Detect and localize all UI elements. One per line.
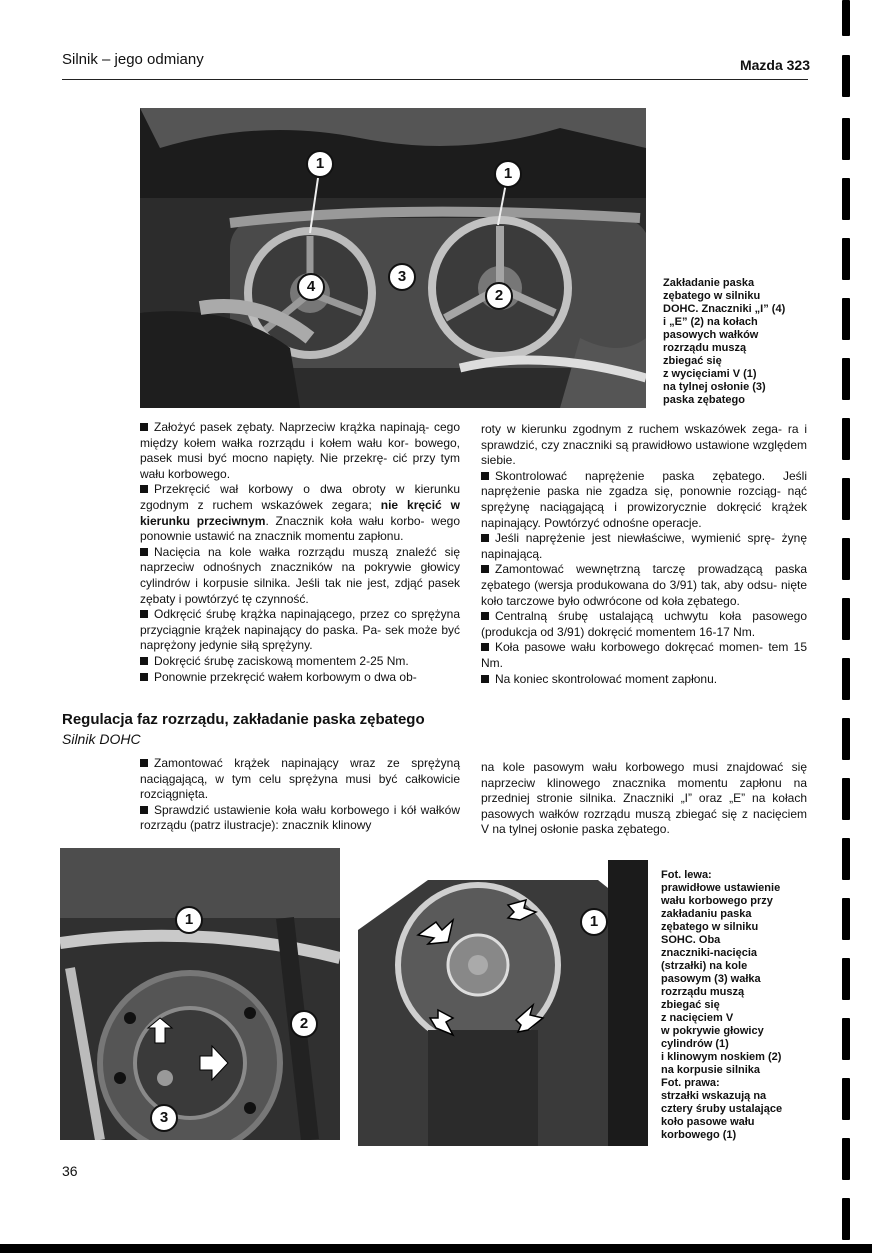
marker-3: 3 [388, 263, 416, 291]
marker-4: 4 [297, 273, 325, 301]
figure-top-caption: Zakładanie paska zębatego w silniku DOHC. Znaczniki „I” (4) i „E” (2) na kołach pasowych wałków rozrządu muszą zbiegać się z wycięciami V (1) na tylnej osłonie (3) paska zębatego [663, 277, 786, 406]
marker-1-left-photo: 1 [175, 906, 203, 934]
bullet-icon [140, 806, 148, 814]
running-header-left: Silnik – jego odmiany [62, 51, 204, 68]
paragraph: Dokręcić śrubę zaciskową momentem 2-25 Nm. [140, 654, 460, 670]
marker-2: 2 [485, 282, 513, 310]
paragraph: Założyć pasek zębaty. Naprzeciw krążka napinają- cego między kołem wałka rozrządu i kołem wału kor- bowego, pasek musi być mocno napięty. Nie przekrę- cić przy tym wału korbowego. [140, 420, 460, 481]
bullet-icon [140, 673, 148, 681]
bullet-icon [140, 759, 148, 767]
text-column-left-bottom [140, 756, 460, 834]
paragraph: Skontrolować naprężenie paska zębatego. Jeśli naprężenie paska nie zgadza się, ponownie rozciąg- nąć sprężynę naciągającą i prowizorycznie dokręcić krążek napinający. Powtórzyć odnośne operacje. [481, 468, 807, 530]
bullet-icon [481, 643, 489, 651]
crankshaft-photo-right-graphic [358, 860, 648, 1146]
paragraph: roty w kierunku zgodnym z ruchem wskazówek zega- ra i sprawdzić, czy znaczniki są prawidłowo ustawione względem siebie. [481, 422, 807, 468]
paragraph: Odkręcić śrubę krążka napinającego, przez co sprężyna przyciągnie krążek napinający do paska. Pa- sek może być naprężony jedynie siłą sprężyny. [140, 607, 460, 653]
paragraph: Koła pasowe wału korbowego dokręcać momen- tem 15 Nm. [481, 640, 807, 670]
engine-photo-top-graphic [140, 108, 646, 408]
marker-1-right-photo: 1 [580, 908, 608, 936]
text-column-right-bottom [481, 760, 807, 838]
paragraph: Zamontować krążek napinający wraz ze sprężyną naciągającą, w tym celu sprężyna musi być całkowicie rozciągnięta. [140, 756, 460, 802]
bullet-icon [140, 548, 148, 556]
bullet-icon [140, 423, 148, 431]
bullet-icon [481, 675, 489, 683]
paragraph: Zamontować wewnętrzną tarczę prowadzącą paska zębatego (wersja produkowana do 3/91) tak, aby odsu- nięte koło tarczowe było odwrócone od koła zębatego. [481, 562, 807, 608]
paragraph: Ponownie przekręcić wałem korbowym o dwa ob- [140, 670, 460, 686]
paragraph: na kole pasowym wału korbowego musi znajdować się naprzeciw klinowego znacznika momentu zapłonu na przedniej stronie silnika. Znaczniki „I” oraz „E” na kołach pasowych wałków rozrządu muszą zbiegać się z nacięciem V na tylnej osłonie paska zębatego. [481, 760, 807, 837]
section-title: Regulacja faz rozrządu, zakładanie paska zębatego [62, 711, 425, 728]
paragraph: Przekręcić wał korbowy o dwa obroty w kierunku zgodnym z ruchem wskazówek zegara; nie kręcić w kierunku przeciwnym. Znacznik koła wału korbo- wego ponownie ustawić na znacznik momentu zapłonu. [140, 482, 461, 544]
bottom-bar [0, 1244, 872, 1253]
paragraph: Na koniec skontrolować moment zapłonu. [481, 672, 807, 688]
marker-1-right: 1 [494, 160, 522, 188]
marker-2-left-photo: 2 [290, 1010, 318, 1038]
text-column-left-top [140, 420, 460, 685]
bullet-icon [140, 485, 148, 493]
marker-3-left-photo: 3 [150, 1104, 178, 1132]
crankshaft-photo-left [60, 848, 340, 1140]
marker-1-left: 1 [306, 150, 334, 178]
figure-bottom-caption: Fot. lewa: prawidłowe ustawienie wału korbowego przy zakładaniu paska zębatego w silniku SOHC. Oba znaczniki-nacięcia (strzałki) na kole pasowym (3) wałka rozrządu muszą zbiegać się z nacięciem V w pokrywie głowicy cylindrów (1) i klinowym noskiem (2) na korpusie silnika Fot. prawa: strzałki wskazują na cztery śruby ustalające koło pasowe wału korbowego (1) [661, 869, 783, 1141]
running-header-right: Mazda 323 [739, 57, 810, 73]
engine-photo-top [140, 108, 646, 408]
paragraph: Jeśli naprężenie jest niewłaściwe, wymienić sprę- żynę napinającą. [481, 531, 807, 561]
paragraph: Centralną śrubę ustalającą uchwytu koła pasowego (produkcja od 3/91) dokręcić momentem 16-17 Nm. [481, 609, 807, 639]
paragraph: Nacięcia na kole wałka rozrządu muszą znaleźć się naprzeciw odnośnych znaczników na pokrywie głowicy cylindrów i korpusie silnika. Jeśli tak nie jest, zdjąć pasek zębaty i powtórzyć tę czynność. [140, 544, 460, 606]
bullet-icon [481, 472, 489, 480]
page-number: 36 [62, 1163, 78, 1179]
crankshaft-photo-left-graphic [60, 848, 340, 1140]
bullet-icon [481, 534, 489, 542]
text-column-right-top [481, 422, 807, 687]
bullet-icon [481, 565, 489, 573]
section-subtitle: Silnik DOHC [62, 731, 141, 747]
bullet-icon [481, 612, 489, 620]
bullet-icon [140, 610, 148, 618]
crankshaft-photo-right [358, 860, 648, 1146]
bullet-icon [140, 657, 148, 665]
paragraph: Sprawdzić ustawienie koła wału korbowego i kół wałków rozrządu (patrz ilustracje): znacznik klinowy [140, 802, 460, 833]
header-rule [62, 79, 808, 80]
